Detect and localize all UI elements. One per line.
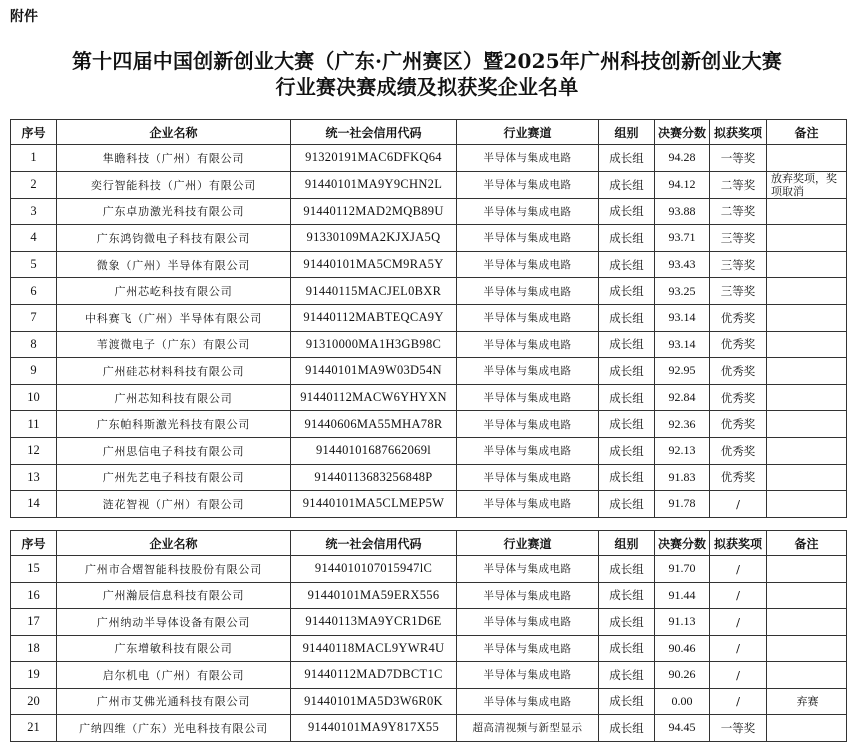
award-cell: 优秀奖 xyxy=(710,384,767,411)
column-header: 拟获奖项 xyxy=(710,120,767,145)
final-score: 94.28 xyxy=(655,145,710,172)
credit-code: 91440112MABTEQCA9Y xyxy=(291,304,457,331)
row-number: 4 xyxy=(11,225,57,252)
table-row xyxy=(11,225,847,252)
credit-code: 91440118MACL9YWR4U xyxy=(291,635,457,662)
column-header: 序号 xyxy=(11,120,57,145)
group-cell: 成长组 xyxy=(599,662,655,689)
award-cell: 三等奖 xyxy=(710,225,767,252)
title-line-2: 行业赛决赛成绩及拟获奖企业名单 xyxy=(275,75,579,99)
table-row xyxy=(11,582,847,609)
credit-code: 91330109MA2KJXJA5Q xyxy=(291,225,457,252)
industry-track: 半导体与集成电路 xyxy=(457,609,599,636)
column-header: 组别 xyxy=(599,531,655,556)
final-score: 93.14 xyxy=(655,304,710,331)
note-cell xyxy=(767,464,847,491)
final-score: 91.83 xyxy=(655,464,710,491)
group-cell: 成长组 xyxy=(599,635,655,662)
table-row xyxy=(11,609,847,636)
industry-track: 半导体与集成电路 xyxy=(457,411,599,438)
column-header: 企业名称 xyxy=(57,531,291,556)
table-row xyxy=(11,491,847,518)
table-row xyxy=(11,411,847,438)
column-header: 拟获奖项 xyxy=(710,531,767,556)
table-row xyxy=(11,198,847,225)
company-name: 中科赛飞（广州）半导体有限公司 xyxy=(57,304,291,331)
note-cell xyxy=(767,331,847,358)
industry-track: 半导体与集成电路 xyxy=(457,464,599,491)
company-name: 广州纳动半导体设备有限公司 xyxy=(57,609,291,636)
industry-track: 半导体与集成电路 xyxy=(457,331,599,358)
note-cell xyxy=(767,225,847,252)
table-row xyxy=(11,384,847,411)
industry-track: 半导体与集成电路 xyxy=(457,145,599,172)
group-cell: 成长组 xyxy=(599,384,655,411)
credit-code: 91440115MACJEL0BXR xyxy=(291,278,457,305)
final-score: 91.44 xyxy=(655,582,710,609)
award-cell: / xyxy=(710,491,767,518)
company-name: 广纳四维（广东）光电科技有限公司 xyxy=(57,715,291,742)
final-score: 94.12 xyxy=(655,171,710,198)
attachment-label: 附件 xyxy=(10,9,38,25)
results-table-part-2 xyxy=(10,530,847,742)
industry-track: 半导体与集成电路 xyxy=(457,635,599,662)
note-cell xyxy=(767,145,847,172)
table-row xyxy=(11,556,847,583)
company-name: 奕行智能科技（广州）有限公司 xyxy=(57,171,291,198)
final-score: 93.14 xyxy=(655,331,710,358)
group-cell: 成长组 xyxy=(599,491,655,518)
note-cell xyxy=(767,556,847,583)
table-row xyxy=(11,688,847,715)
group-cell: 成长组 xyxy=(599,145,655,172)
row-number: 15 xyxy=(11,556,57,583)
company-name: 隼瞻科技（广州）有限公司 xyxy=(57,145,291,172)
credit-code: 9144010107015947lC xyxy=(291,556,457,583)
credit-code: 91440112MAD2MQB89U xyxy=(291,198,457,225)
row-number: 13 xyxy=(11,464,57,491)
row-number: 1 xyxy=(11,145,57,172)
final-score: 93.88 xyxy=(655,198,710,225)
credit-code: 91440101MA9W03D54N xyxy=(291,358,457,385)
company-name: 广东帕科斯激光科技有限公司 xyxy=(57,411,291,438)
results-table-part-1 xyxy=(10,119,847,518)
company-name: 广州市艾佛光通科技有限公司 xyxy=(57,688,291,715)
table-row xyxy=(11,278,847,305)
group-cell: 成长组 xyxy=(599,556,655,583)
final-score: 92.13 xyxy=(655,437,710,464)
credit-code: 91440101MA5CM9RA5Y xyxy=(291,251,457,278)
column-header: 行业赛道 xyxy=(457,120,599,145)
table-row xyxy=(11,251,847,278)
group-cell: 成长组 xyxy=(599,464,655,491)
table-row xyxy=(11,331,847,358)
row-number: 19 xyxy=(11,662,57,689)
company-name: 苇渡微电子（广东）有限公司 xyxy=(57,331,291,358)
row-number: 12 xyxy=(11,437,57,464)
column-header: 备注 xyxy=(767,531,847,556)
column-header: 序号 xyxy=(11,531,57,556)
award-cell: / xyxy=(710,635,767,662)
note-cell: 弃赛 xyxy=(767,688,847,715)
award-cell: / xyxy=(710,556,767,583)
final-score: 91.70 xyxy=(655,556,710,583)
credit-code: 91440606MA55MHA78R xyxy=(291,411,457,438)
group-cell: 成长组 xyxy=(599,278,655,305)
table-header-row xyxy=(11,120,847,145)
credit-code: 91310000MA1H3GB98C xyxy=(291,331,457,358)
note-cell xyxy=(767,582,847,609)
group-cell: 成长组 xyxy=(599,411,655,438)
column-header: 行业赛道 xyxy=(457,531,599,556)
industry-track: 半导体与集成电路 xyxy=(457,304,599,331)
note-cell xyxy=(767,609,847,636)
document-title xyxy=(0,48,854,100)
award-cell: 优秀奖 xyxy=(710,304,767,331)
final-score: 92.95 xyxy=(655,358,710,385)
note-cell xyxy=(767,304,847,331)
row-number: 20 xyxy=(11,688,57,715)
industry-track: 半导体与集成电路 xyxy=(457,688,599,715)
table-row xyxy=(11,304,847,331)
industry-track: 半导体与集成电路 xyxy=(457,198,599,225)
final-score: 93.25 xyxy=(655,278,710,305)
note-cell xyxy=(767,411,847,438)
industry-track: 半导体与集成电路 xyxy=(457,491,599,518)
table-row xyxy=(11,437,847,464)
final-score: 90.26 xyxy=(655,662,710,689)
title-line-1: 第十四届中国创新创业大赛（广东·广州赛区）暨2025年广州科技创新创业大赛 xyxy=(71,49,783,73)
company-name: 广州市合熠智能科技股份有限公司 xyxy=(57,556,291,583)
table-row xyxy=(11,171,847,198)
industry-track: 半导体与集成电路 xyxy=(457,251,599,278)
company-name: 广东鸿钧微电子科技有限公司 xyxy=(57,225,291,252)
note-cell xyxy=(767,358,847,385)
column-header: 组别 xyxy=(599,120,655,145)
group-cell: 成长组 xyxy=(599,304,655,331)
column-header: 备注 xyxy=(767,120,847,145)
company-name: 微象（广州）半导体有限公司 xyxy=(57,251,291,278)
row-number: 18 xyxy=(11,635,57,662)
group-cell: 成长组 xyxy=(599,225,655,252)
table-row xyxy=(11,635,847,662)
credit-code: 91440112MAD7DBCT1C xyxy=(291,662,457,689)
row-number: 10 xyxy=(11,384,57,411)
final-score: 92.36 xyxy=(655,411,710,438)
award-cell: / xyxy=(710,582,767,609)
final-score: 91.13 xyxy=(655,609,710,636)
award-cell: 一等奖 xyxy=(710,715,767,742)
company-name: 广州思信电子科技有限公司 xyxy=(57,437,291,464)
note-cell xyxy=(767,491,847,518)
final-score: 92.84 xyxy=(655,384,710,411)
award-cell: 二等奖 xyxy=(710,171,767,198)
table-row xyxy=(11,715,847,742)
industry-track: 超高清视频与新型显示 xyxy=(457,715,599,742)
row-number: 8 xyxy=(11,331,57,358)
company-name: 广东卓劢激光科技有限公司 xyxy=(57,198,291,225)
award-cell: 一等奖 xyxy=(710,145,767,172)
award-cell: 优秀奖 xyxy=(710,411,767,438)
note-cell xyxy=(767,198,847,225)
company-name: 涟花智视（广州）有限公司 xyxy=(57,491,291,518)
credit-code: 91440113MA9YCR1D6E xyxy=(291,609,457,636)
row-number: 7 xyxy=(11,304,57,331)
final-score: 94.45 xyxy=(655,715,710,742)
group-cell: 成长组 xyxy=(599,358,655,385)
table-row xyxy=(11,358,847,385)
note-cell: 放弃奖项，奖项取消 xyxy=(767,171,847,198)
note-cell xyxy=(767,384,847,411)
award-cell: 三等奖 xyxy=(710,278,767,305)
row-number: 16 xyxy=(11,582,57,609)
award-cell: 优秀奖 xyxy=(710,437,767,464)
column-header: 统一社会信用代码 xyxy=(291,531,457,556)
row-number: 9 xyxy=(11,358,57,385)
final-score: 0.00 xyxy=(655,688,710,715)
company-name: 广州芯知科技有限公司 xyxy=(57,384,291,411)
final-score: 93.71 xyxy=(655,225,710,252)
award-cell: 优秀奖 xyxy=(710,358,767,385)
industry-track: 半导体与集成电路 xyxy=(457,662,599,689)
group-cell: 成长组 xyxy=(599,582,655,609)
industry-track: 半导体与集成电路 xyxy=(457,171,599,198)
award-cell: 优秀奖 xyxy=(710,331,767,358)
column-header: 统一社会信用代码 xyxy=(291,120,457,145)
note-cell xyxy=(767,635,847,662)
company-name: 广州硅芯材料科技有限公司 xyxy=(57,358,291,385)
industry-track: 半导体与集成电路 xyxy=(457,582,599,609)
note-cell xyxy=(767,251,847,278)
row-number: 5 xyxy=(11,251,57,278)
row-number: 2 xyxy=(11,171,57,198)
company-name: 广州芯屹科技有限公司 xyxy=(57,278,291,305)
industry-track: 半导体与集成电路 xyxy=(457,437,599,464)
row-number: 11 xyxy=(11,411,57,438)
group-cell: 成长组 xyxy=(599,609,655,636)
credit-code: 91440112MACW6YHYXN xyxy=(291,384,457,411)
group-cell: 成长组 xyxy=(599,688,655,715)
row-number: 3 xyxy=(11,198,57,225)
row-number: 14 xyxy=(11,491,57,518)
credit-code: 91440101MA9Y9CHN2L xyxy=(291,171,457,198)
group-cell: 成长组 xyxy=(599,715,655,742)
row-number: 21 xyxy=(11,715,57,742)
column-header: 决赛分数 xyxy=(655,531,710,556)
award-cell: 优秀奖 xyxy=(710,464,767,491)
company-name: 广州瀚辰信息科技有限公司 xyxy=(57,582,291,609)
table-row xyxy=(11,662,847,689)
award-cell: / xyxy=(710,688,767,715)
final-score: 91.78 xyxy=(655,491,710,518)
table-row xyxy=(11,464,847,491)
column-header: 决赛分数 xyxy=(655,120,710,145)
award-cell: / xyxy=(710,662,767,689)
company-name: 广州先艺电子科技有限公司 xyxy=(57,464,291,491)
group-cell: 成长组 xyxy=(599,251,655,278)
table-header-row xyxy=(11,531,847,556)
company-name: 启尔机电（广州）有限公司 xyxy=(57,662,291,689)
group-cell: 成长组 xyxy=(599,171,655,198)
row-number: 6 xyxy=(11,278,57,305)
row-number: 17 xyxy=(11,609,57,636)
note-cell xyxy=(767,437,847,464)
group-cell: 成长组 xyxy=(599,198,655,225)
group-cell: 成长组 xyxy=(599,437,655,464)
table-row xyxy=(11,145,847,172)
company-name: 广东增敏科技有限公司 xyxy=(57,635,291,662)
credit-code: 91440101687662069l xyxy=(291,437,457,464)
credit-code: 91440113683256848P xyxy=(291,464,457,491)
final-score: 90.46 xyxy=(655,635,710,662)
credit-code: 91440101MA5D3W6R0K xyxy=(291,688,457,715)
final-score: 93.43 xyxy=(655,251,710,278)
award-cell: / xyxy=(710,609,767,636)
group-cell: 成长组 xyxy=(599,331,655,358)
award-cell: 三等奖 xyxy=(710,251,767,278)
credit-code: 91440101MA9Y817X55 xyxy=(291,715,457,742)
industry-track: 半导体与集成电路 xyxy=(457,384,599,411)
industry-track: 半导体与集成电路 xyxy=(457,556,599,583)
note-cell xyxy=(767,715,847,742)
industry-track: 半导体与集成电路 xyxy=(457,225,599,252)
credit-code: 91440101MA59ERX556 xyxy=(291,582,457,609)
industry-track: 半导体与集成电路 xyxy=(457,358,599,385)
industry-track: 半导体与集成电路 xyxy=(457,278,599,305)
column-header: 企业名称 xyxy=(57,120,291,145)
credit-code: 91320191MAC6DFKQ64 xyxy=(291,145,457,172)
note-cell xyxy=(767,278,847,305)
award-cell: 二等奖 xyxy=(710,198,767,225)
credit-code: 91440101MA5CLMEP5W xyxy=(291,491,457,518)
note-cell xyxy=(767,662,847,689)
